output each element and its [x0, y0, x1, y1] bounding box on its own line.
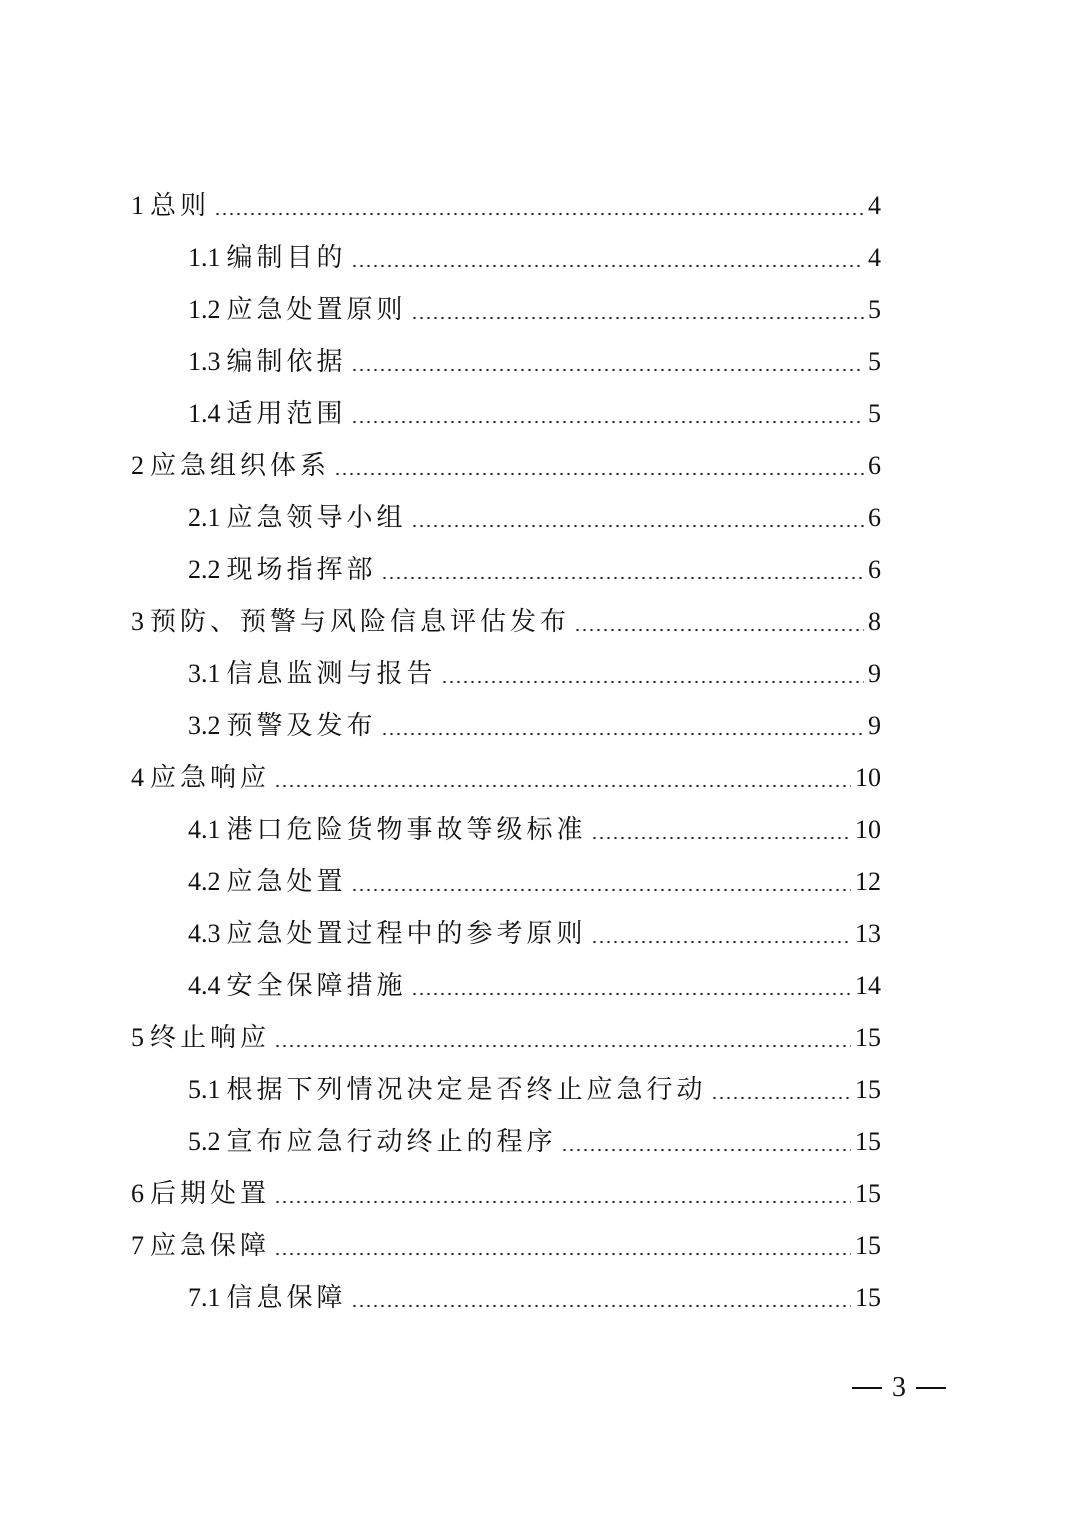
toc-entry-page: 13	[855, 919, 881, 948]
toc-entry-title: 预警及发布	[226, 711, 377, 741]
toc-entry-page: 10	[855, 763, 881, 792]
dot-leader	[351, 400, 864, 424]
dot-leader	[411, 972, 851, 996]
toc-entry-number: 2	[131, 451, 144, 480]
toc-entry-page: 9	[868, 711, 881, 740]
toc-entry-title: 应急领导小组	[226, 503, 407, 533]
toc-entry-title: 应急保障	[150, 1231, 271, 1261]
toc-entry-page: 9	[868, 659, 881, 688]
toc-entry-number: 2.2	[188, 555, 221, 584]
toc-entry-page: 6	[868, 503, 881, 532]
toc-entry-number: 1.3	[188, 347, 221, 376]
toc-entry-title: 信息保障	[226, 1283, 347, 1313]
dot-leader	[351, 868, 851, 892]
toc-entry-number: 6	[131, 1179, 144, 1208]
toc-entry-title: 应急响应	[150, 763, 271, 793]
toc-entry-title: 适用范围	[226, 399, 347, 429]
toc-entry-number: 1	[131, 191, 144, 220]
toc-entry-page: 14	[855, 971, 881, 1000]
toc-entry-title: 根据下列情况决定是否终止应急行动	[226, 1075, 707, 1105]
toc-entry-title: 应急处置	[226, 867, 347, 897]
dot-leader	[274, 1024, 851, 1048]
dot-leader	[381, 712, 864, 736]
toc-entry-page: 4	[868, 243, 881, 272]
toc-entry[interactable]	[188, 498, 881, 538]
toc-entry-number: 1.1	[188, 243, 221, 272]
toc-entry[interactable]	[188, 1278, 881, 1318]
toc-entry-number: 5.2	[188, 1127, 221, 1156]
toc-entry-number: 1.4	[188, 399, 221, 428]
toc-entry-number: 4.1	[188, 815, 221, 844]
toc-entry[interactable]	[188, 342, 881, 382]
footer-dash-left	[852, 1387, 882, 1389]
toc-entry[interactable]	[188, 1122, 881, 1162]
toc-entry[interactable]	[188, 966, 881, 1006]
toc-entry-number: 3.2	[188, 711, 221, 740]
toc-entry-title: 后期处置	[150, 1179, 271, 1209]
toc-entry-title: 安全保障措施	[226, 971, 407, 1001]
dot-leader	[334, 452, 864, 476]
toc-entry-page: 12	[855, 867, 881, 896]
toc-entry-title: 预防、预警与风险信息评估发布	[150, 607, 571, 637]
toc-entry[interactable]	[131, 602, 881, 642]
page-number: 3	[892, 1372, 906, 1403]
dot-leader	[274, 1232, 851, 1256]
toc-entry-number: 1.2	[188, 295, 221, 324]
toc-entry[interactable]	[188, 550, 881, 590]
toc-entry[interactable]	[188, 238, 881, 278]
toc-entry-title: 编制目的	[226, 243, 347, 273]
toc-entry-page: 15	[855, 1127, 881, 1156]
dot-leader	[351, 348, 864, 372]
toc-entry[interactable]	[131, 1174, 881, 1214]
toc-entry-page: 10	[855, 815, 881, 844]
toc-entry-number: 7	[131, 1231, 144, 1260]
dot-leader	[441, 660, 864, 684]
toc-entry-number: 4.4	[188, 971, 221, 1000]
dot-leader	[561, 1128, 851, 1152]
toc-entry-number: 5	[131, 1023, 144, 1052]
dot-leader	[381, 556, 864, 580]
toc-entry-number: 4.2	[188, 867, 221, 896]
toc-entry[interactable]	[131, 1226, 881, 1266]
page-footer	[852, 1370, 946, 1406]
toc-entry-page: 4	[868, 191, 881, 220]
toc-entry-number: 2.1	[188, 503, 221, 532]
toc-entry[interactable]	[188, 706, 881, 746]
toc-entry-number: 3.1	[188, 659, 221, 688]
toc-entry-number: 3	[131, 607, 144, 636]
toc-entry[interactable]	[131, 758, 881, 798]
toc-entry-number: 5.1	[188, 1075, 221, 1104]
toc-entry-number: 4.3	[188, 919, 221, 948]
toc-entry[interactable]	[188, 810, 881, 850]
toc-entry-page: 15	[855, 1179, 881, 1208]
toc-entry-number: 4	[131, 763, 144, 792]
footer-dash-right	[916, 1387, 946, 1389]
toc-entry[interactable]	[188, 394, 881, 434]
toc-entry-title: 应急组织体系	[150, 451, 331, 481]
toc-entry[interactable]	[131, 1018, 881, 1058]
toc-entry[interactable]	[188, 290, 881, 330]
toc-entry-title: 应急处置原则	[226, 295, 407, 325]
dot-leader	[591, 816, 851, 840]
toc-entry-page: 5	[868, 347, 881, 376]
toc-entry[interactable]	[131, 186, 881, 226]
toc-entry-title: 编制依据	[226, 347, 347, 377]
toc-entry-title: 应急处置过程中的参考原则	[226, 919, 587, 949]
toc-entry[interactable]	[188, 862, 881, 902]
toc-entry-page: 15	[855, 1075, 881, 1104]
toc-entry-title: 总则	[150, 191, 211, 221]
toc-entry-page: 5	[868, 399, 881, 428]
dot-leader	[574, 608, 864, 632]
dot-leader	[214, 192, 864, 216]
dot-leader	[591, 920, 851, 944]
toc-entry-title: 现场指挥部	[226, 555, 377, 585]
toc-entry-title: 信息监测与报告	[226, 659, 437, 689]
dot-leader	[274, 1180, 851, 1204]
dot-leader	[411, 296, 864, 320]
toc-entry-page: 15	[855, 1023, 881, 1052]
toc-entry-page: 8	[868, 607, 881, 636]
toc-entry[interactable]	[188, 914, 881, 954]
toc-entry[interactable]	[131, 446, 881, 486]
toc-entry-title: 终止响应	[150, 1023, 271, 1053]
toc-entry-title: 宣布应急行动终止的程序	[226, 1127, 557, 1157]
dot-leader	[274, 764, 851, 788]
toc-entry-page: 6	[868, 555, 881, 584]
toc-entry-page: 5	[868, 295, 881, 324]
toc-entry-number: 7.1	[188, 1283, 221, 1312]
dot-leader	[351, 1284, 851, 1308]
dot-leader	[411, 504, 864, 528]
toc-entry-page: 15	[855, 1283, 881, 1312]
toc-entry-page: 6	[868, 451, 881, 480]
toc-entry[interactable]	[188, 654, 881, 694]
dot-leader	[351, 244, 864, 268]
dot-leader	[711, 1076, 851, 1100]
toc-entry[interactable]	[188, 1070, 881, 1110]
toc-entry-title: 港口危险货物事故等级标准	[226, 815, 587, 845]
toc-entry-page: 15	[855, 1231, 881, 1260]
